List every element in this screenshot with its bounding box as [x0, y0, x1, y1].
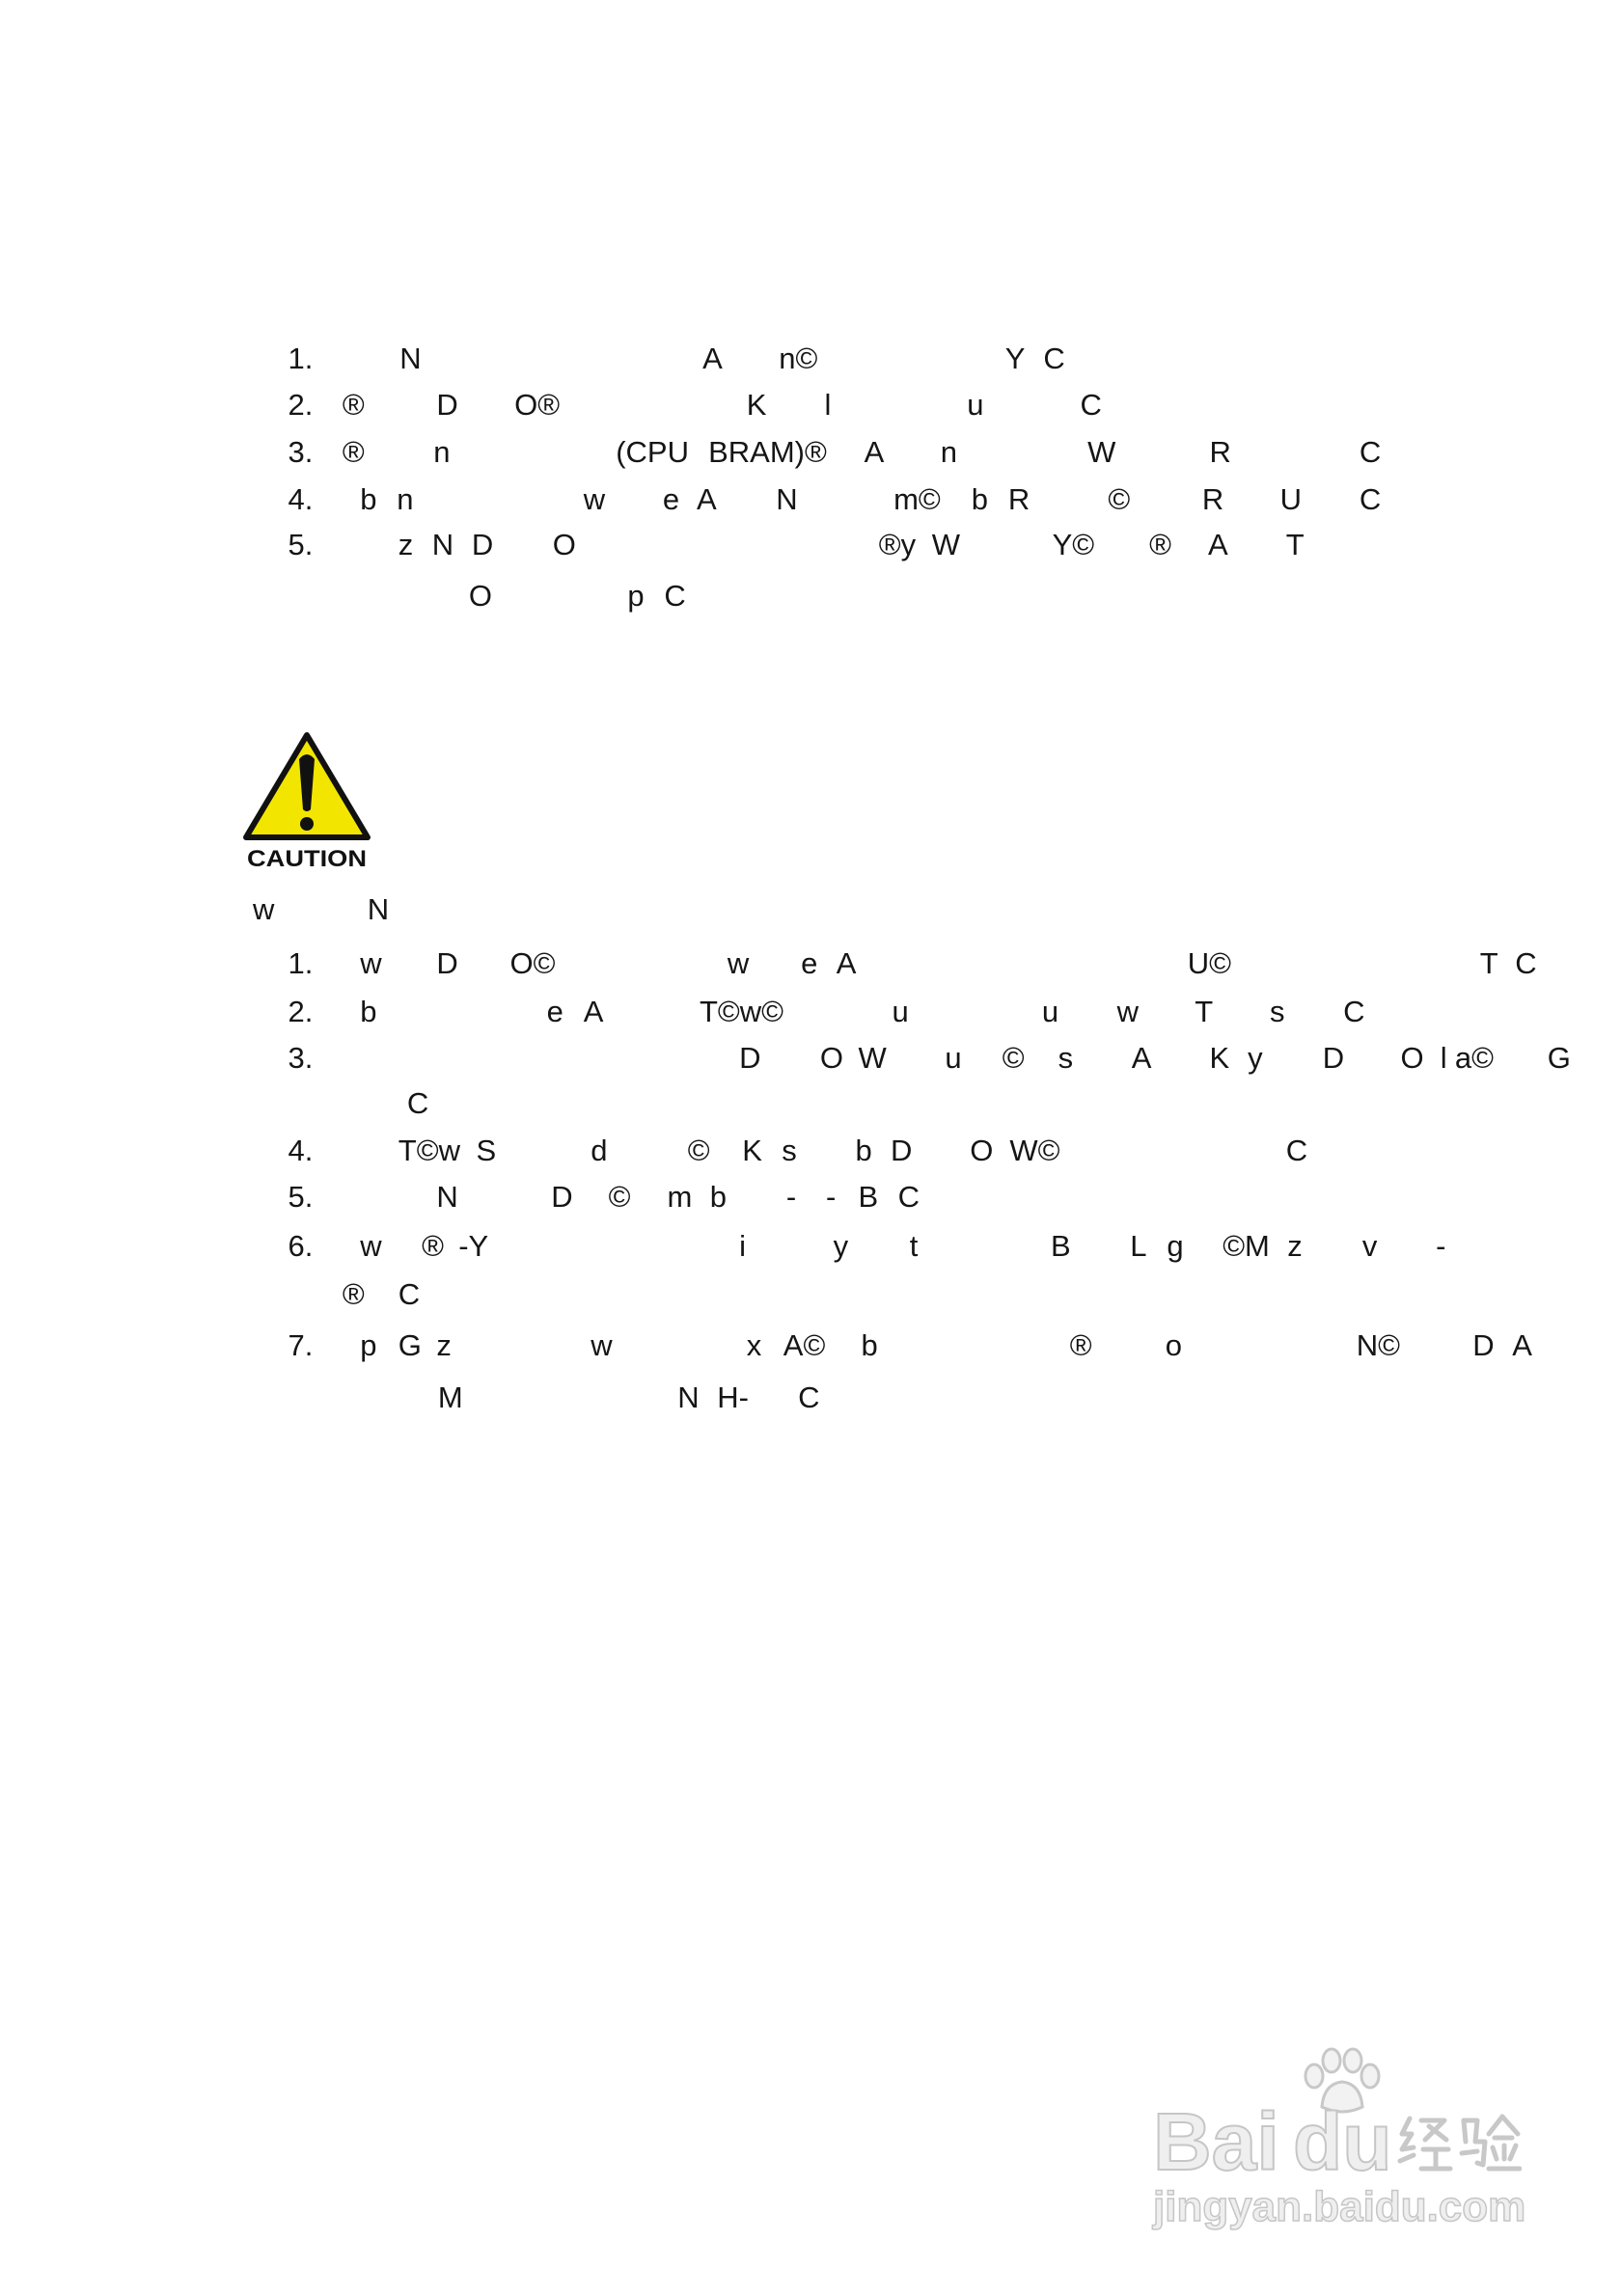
item-number: 2. — [288, 995, 314, 1029]
text-fragment: w — [253, 891, 275, 926]
text-fragment: - — [785, 1180, 797, 1215]
text-fragment: T — [1285, 528, 1305, 562]
text-fragment: D — [551, 1180, 573, 1215]
text-fragment: Y© — [1052, 528, 1095, 562]
text-fragment: w — [583, 481, 606, 516]
text-fragment: O — [1400, 1040, 1424, 1075]
text-fragment: w — [591, 1328, 613, 1363]
text-fragment: T©w© — [700, 995, 784, 1029]
text-fragment: S — [476, 1133, 497, 1167]
text-fragment: N — [677, 1380, 700, 1414]
text-fragment: O — [468, 579, 493, 614]
text-fragment: n — [433, 435, 451, 470]
text-fragment: D — [739, 1040, 761, 1075]
text-fragment: O© — [509, 946, 556, 981]
caution-warning-icon — [241, 728, 372, 873]
text-fragment: s — [1270, 995, 1285, 1029]
item-number: 6. — [288, 1228, 314, 1263]
text-fragment: O — [552, 528, 576, 562]
text-fragment: A — [702, 341, 723, 375]
text-fragment: u — [945, 1040, 962, 1075]
text-fragment: e — [801, 946, 818, 981]
text-fragment: U© — [1187, 946, 1231, 981]
item-number: 3. — [288, 1040, 314, 1075]
text-fragment: C — [1043, 341, 1065, 375]
text-fragment: z — [398, 528, 414, 562]
text-fragment: a© — [1454, 1040, 1494, 1075]
text-fragment: z — [1287, 1228, 1303, 1263]
text-fragment: © — [608, 1180, 631, 1215]
text-fragment: C — [1343, 995, 1365, 1029]
watermark-logo-bai: Bai — [1153, 2096, 1279, 2187]
text-fragment: B — [858, 1180, 879, 1215]
text-fragment: - — [1436, 1228, 1446, 1263]
text-fragment: G — [398, 1328, 422, 1363]
text-fragment: - — [826, 1180, 837, 1215]
text-fragment: N — [776, 481, 798, 516]
text-fragment: O — [970, 1133, 994, 1167]
text-fragment: s — [782, 1133, 797, 1167]
text-fragment: b — [861, 1328, 878, 1363]
watermark-cn-lettering — [1396, 2113, 1522, 2176]
text-fragment: A — [583, 995, 604, 1029]
item-number: 5. — [288, 528, 314, 562]
text-fragment: C — [897, 1180, 920, 1215]
text-fragment: e — [662, 481, 680, 516]
text-fragment: n — [397, 481, 414, 516]
text-fragment: u — [1041, 995, 1059, 1029]
text-fragment: B — [1051, 1228, 1071, 1263]
caution-label: CAUTION — [247, 846, 367, 872]
text-fragment: G — [1547, 1040, 1571, 1075]
text-fragment: w — [360, 1228, 382, 1263]
text-fragment: p — [627, 579, 645, 614]
text-fragment: b — [855, 1133, 872, 1167]
text-fragment: l — [824, 388, 832, 423]
item-number: 7. — [288, 1328, 314, 1363]
text-fragment: p — [360, 1328, 377, 1363]
text-fragment: y — [1248, 1040, 1263, 1075]
text-fragment: O® — [514, 388, 561, 423]
text-fragment: w — [360, 946, 382, 981]
text-fragment: d — [591, 1133, 608, 1167]
text-fragment: C — [406, 1085, 429, 1120]
text-fragment: A — [697, 481, 717, 516]
text-fragment: z — [436, 1328, 452, 1363]
text-fragment: e — [546, 995, 563, 1029]
text-fragment: ® — [342, 435, 365, 470]
text-fragment: © — [687, 1133, 710, 1167]
text-fragment: C — [1285, 1133, 1308, 1167]
text-fragment: D — [1472, 1328, 1495, 1363]
text-fragment: N — [431, 528, 454, 562]
text-fragment: ® — [422, 1228, 444, 1263]
text-fragment: C — [398, 1276, 421, 1311]
text-fragment: C — [1359, 435, 1382, 470]
item-number: 4. — [288, 1133, 314, 1167]
text-fragment: K — [746, 388, 767, 423]
text-fragment: C — [664, 579, 686, 614]
item-number: 4. — [288, 481, 314, 516]
text-fragment: n© — [779, 341, 818, 375]
text-fragment: H- — [717, 1380, 750, 1414]
text-fragment: D — [436, 946, 458, 981]
text-fragment: b — [709, 1180, 727, 1215]
text-fragment: O — [819, 1040, 844, 1075]
text-fragment: K — [1209, 1040, 1230, 1075]
text-fragment: n — [940, 435, 958, 470]
text-fragment: R — [1007, 481, 1030, 516]
text-fragment: g — [1167, 1228, 1184, 1263]
text-fragment: C — [1515, 946, 1537, 981]
text-fragment: © — [1002, 1040, 1025, 1075]
text-fragment: N — [399, 341, 422, 375]
text-fragment: ® — [1149, 528, 1171, 562]
text-fragment: W — [858, 1040, 887, 1075]
text-fragment: m© — [893, 481, 941, 516]
text-fragment: T — [1195, 995, 1214, 1029]
text-fragment: t — [909, 1228, 919, 1263]
text-fragment: A© — [783, 1328, 826, 1363]
text-fragment: l — [1440, 1040, 1447, 1075]
text-fragment: A — [864, 435, 885, 470]
text-fragment: A — [1208, 528, 1228, 562]
baidu-jingyan-watermark — [1148, 2045, 1573, 2238]
text-fragment: N© — [1356, 1328, 1401, 1363]
text-fragment: u — [967, 388, 984, 423]
item-number: 5. — [288, 1180, 314, 1215]
text-fragment: W© — [1009, 1133, 1060, 1167]
text-fragment: D — [436, 388, 458, 423]
text-fragment: w — [727, 946, 750, 981]
text-fragment: ® — [342, 388, 365, 423]
text-fragment: L — [1130, 1228, 1147, 1263]
text-fragment: b — [971, 481, 989, 516]
text-fragment: b — [360, 995, 377, 1029]
text-fragment: x — [746, 1328, 762, 1363]
item-number: 2. — [288, 388, 314, 423]
text-fragment: N — [367, 891, 390, 926]
text-fragment: T©w — [398, 1133, 460, 1167]
text-fragment: w — [1116, 995, 1139, 1029]
watermark-url: jingyan.baidu.com — [1153, 2183, 1526, 2230]
text-fragment: A — [1512, 1328, 1532, 1363]
text-fragment: C — [798, 1380, 820, 1414]
text-fragment: K — [742, 1133, 762, 1167]
watermark-logo-du: du — [1293, 2096, 1392, 2187]
text-fragment: v — [1361, 1228, 1378, 1263]
text-fragment: R — [1201, 481, 1224, 516]
text-fragment: T — [1479, 946, 1498, 981]
text-fragment: D — [471, 528, 494, 562]
text-fragment: W — [1087, 435, 1116, 470]
text-fragment: o — [1165, 1328, 1183, 1363]
text-fragment: ©M — [1223, 1228, 1270, 1263]
text-fragment: D — [1322, 1040, 1345, 1075]
text-fragment: C — [1080, 388, 1102, 423]
text-fragment: (CPU — [616, 435, 689, 470]
text-fragment: y — [833, 1228, 849, 1263]
text-fragment: C — [1359, 481, 1382, 516]
text-fragment: b — [360, 481, 377, 516]
text-fragment: U — [1279, 481, 1302, 516]
text-fragment: M — [437, 1380, 463, 1414]
text-fragment: s — [1058, 1040, 1074, 1075]
text-fragment: Y — [1004, 341, 1026, 375]
text-fragment: A — [836, 946, 857, 981]
text-fragment: ®y — [878, 528, 917, 562]
text-fragment: ® — [342, 1276, 365, 1311]
text-fragment: ® — [1069, 1328, 1092, 1363]
text-fragment: R — [1209, 435, 1231, 470]
text-fragment: m — [667, 1180, 693, 1215]
text-fragment: D — [891, 1133, 913, 1167]
item-number: 3. — [288, 435, 314, 470]
text-fragment: BRAM)® — [708, 435, 827, 470]
text-fragment: -Y — [458, 1228, 489, 1263]
text-fragment: © — [1108, 481, 1131, 516]
text-fragment: i — [739, 1228, 746, 1263]
item-number: 1. — [288, 341, 314, 375]
text-fragment: N — [436, 1180, 458, 1215]
text-fragment: W — [931, 528, 960, 562]
item-number: 1. — [288, 946, 314, 981]
text-fragment: u — [892, 995, 909, 1029]
text-fragment: A — [1131, 1040, 1152, 1075]
